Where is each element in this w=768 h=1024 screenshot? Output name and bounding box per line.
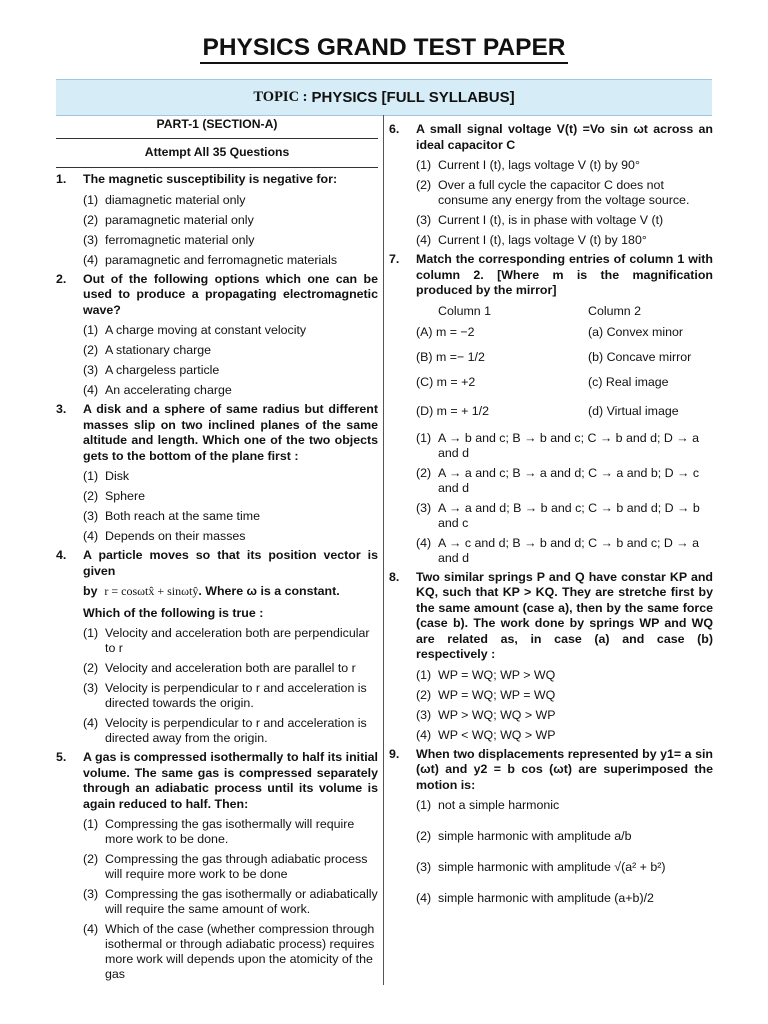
option-2: (2) Velocity and acceleration both are parallel to r xyxy=(83,661,356,675)
position-vector-equation: r = cosωtx̂ + sinωtŷ xyxy=(104,584,199,598)
option-2: (2) Sphere xyxy=(83,489,145,503)
option-3: (3) Compressing the gas isothermally or adiabatically will require the same amount of work. xyxy=(83,887,378,916)
match-row-c: (C) m = +2 (c) Real image xyxy=(416,374,669,389)
option-4: (4) Current I (t), lags voltage V (t) by 180° xyxy=(416,233,647,247)
option-3: (3) ferromagnetic material only xyxy=(83,232,255,247)
question-number: 1. xyxy=(56,172,67,186)
heading-rule xyxy=(56,138,378,139)
question-number: 8. xyxy=(389,569,400,584)
question-text: When two displacements represented by y1= a sin (ωt) and y2 = b cos (ωt) are superimposed the motion is: xyxy=(416,746,713,792)
question-subtext: Which of the following is true : xyxy=(83,605,264,620)
topic-banner xyxy=(56,79,712,116)
part-heading: PART-1 (SECTION-A) xyxy=(156,117,278,131)
question-number: 7. xyxy=(389,252,400,266)
question-number: 9. xyxy=(389,746,400,761)
option-2: (2) WP = WQ; WP = WQ xyxy=(416,687,556,702)
question-7 xyxy=(389,252,713,566)
option-3: (3) Velocity is perpendicular to r and acceleration is directed towards the origin. xyxy=(83,681,367,710)
option-4: (4) paramagnetic and ferromagnetic materials xyxy=(83,252,338,267)
option-1: (1) A charge moving at constant velocity xyxy=(83,323,307,337)
question-5 xyxy=(56,750,378,982)
question-number: 6. xyxy=(389,122,400,136)
question-text: A disk and a sphere of same radius but different masses slip on two inclined planes of the same altitude and length. Which one of the two objects gets to the bottom of the plane first : xyxy=(83,402,378,463)
question-8 xyxy=(389,570,713,743)
question-4 xyxy=(56,548,378,746)
option-1: (1) WP = WQ; WP > WQ xyxy=(416,667,556,682)
question-number: 3. xyxy=(56,402,67,416)
instruction: Attempt All 35 Questions xyxy=(144,145,290,159)
topic-value: PHYSICS [FULL SYLLABUS] xyxy=(311,89,515,106)
option-4: (4) Which of the case (whether compression through isothermal or through adiabatic process) requires more work will depends upon the atomicity of the gas xyxy=(83,922,375,981)
column-divider xyxy=(383,115,384,985)
option-4: (4) Depends on their masses xyxy=(83,529,246,543)
option-4: (4) simple harmonic with amplitude (a+b)/2 xyxy=(416,891,654,905)
option-3: (3) Both reach at the same time xyxy=(83,509,260,523)
topic-label: TOPIC : xyxy=(253,89,308,105)
column-2-header: Column 2 xyxy=(588,303,642,318)
question-number: 5. xyxy=(56,750,67,764)
option-1: (1) diamagnetic material only xyxy=(83,192,246,207)
option-2: (2) A → a and c; B → a and d; C → a and b; D → c and d xyxy=(416,465,700,495)
question-text: Match the corresponding entries of column 1 with column 2. [Where m is the magnification produced by the mirror] xyxy=(416,252,713,297)
question-1 xyxy=(56,172,378,268)
option-4: (4) WP < WQ; WQ > WP xyxy=(416,727,556,742)
question-text: A particle moves so that its position vector is given xyxy=(83,548,378,578)
column-1-header: Column 1 xyxy=(438,303,492,318)
option-1: (1) A → b and c; B → b and c; C → b and d; D → a and d xyxy=(416,430,700,460)
left-column xyxy=(56,115,378,982)
match-row-b: (B) m =− 1/2 (b) Concave mirror xyxy=(416,349,692,364)
option-3: (3) A chargeless particle xyxy=(83,363,220,377)
question-number: 2. xyxy=(56,271,67,286)
right-column xyxy=(389,115,713,906)
question-3 xyxy=(56,402,378,544)
option-1: (1) Compressing the gas isothermally will require more work to be done. xyxy=(83,817,355,846)
option-4: (4) An accelerating charge xyxy=(83,383,232,397)
option-2: (2) Compressing the gas through adiabatic process will require more work to be done xyxy=(83,852,368,881)
option-1: (1) Disk xyxy=(83,469,130,483)
question-6 xyxy=(389,122,713,248)
question-2 xyxy=(56,272,378,399)
option-2: (2) paramagnetic material only xyxy=(83,212,254,227)
option-4: (4) Velocity is perpendicular to r and acceleration is directed away from the origin. xyxy=(83,716,367,745)
option-3: (3) A → a and d; B → b and c; C → b and d; D → b and c xyxy=(416,500,700,530)
option-1: (1) not a simple harmonic xyxy=(416,798,560,812)
page-title: PHYSICS GRAND TEST PAPER xyxy=(0,34,768,62)
question-text: Out of the following options which one can be used to produce a propagating electromagnetic wave? xyxy=(83,271,378,317)
option-1: (1) Current I (t), lags voltage V (t) by 90° xyxy=(416,158,640,172)
option-1: (1) Velocity and acceleration both are perpendicular to r xyxy=(83,626,370,655)
option-2: (2) Over a full cycle the capacitor C does not consume any energy from the voltage source. xyxy=(416,178,690,207)
question-text: Two similar springs P and Q have constar KP and KQ, such that KP > KQ. They are stretche first by the same amount (case a), then by the same force (case b). The work done by springs WP and WQ are related as, in case (a) and case (b) respectively : xyxy=(416,569,713,661)
option-4: (4) A → c and d; B → b and d; C → b and c; D → a and d xyxy=(416,535,700,565)
question-text: A gas is compressed isothermally to half its initial volume. The same gas is compressed separately through an adiabatic process until its volume is again reduced to half. Then: xyxy=(83,750,378,811)
question-number: 4. xyxy=(56,548,67,562)
instruction-rule xyxy=(56,167,378,168)
question-text: The magnetic susceptibility is negative for: xyxy=(83,172,338,186)
match-row-d: (D) m = + 1/2 (d) Virtual image xyxy=(416,403,679,418)
option-2: (2) simple harmonic with amplitude a/b xyxy=(416,829,632,843)
match-column-headers xyxy=(416,304,713,319)
option-3: (3) simple harmonic with amplitude √(a² + b²) xyxy=(416,860,666,874)
option-3: (3) WP > WQ; WQ > WP xyxy=(416,707,556,722)
question-equation-line: by r = cosωtx̂ + sinωtŷ. Where ω is a constant. xyxy=(83,584,340,598)
question-text: A small signal voltage V(t) =Vo sin ωt across an ideal capacitor C xyxy=(416,122,713,152)
option-2: (2) A stationary charge xyxy=(83,343,212,357)
match-row-a: (A) m = −2 (a) Convex minor xyxy=(416,324,684,339)
question-9 xyxy=(389,747,713,907)
option-3: (3) Current I (t), is in phase with voltage V (t) xyxy=(416,213,664,227)
